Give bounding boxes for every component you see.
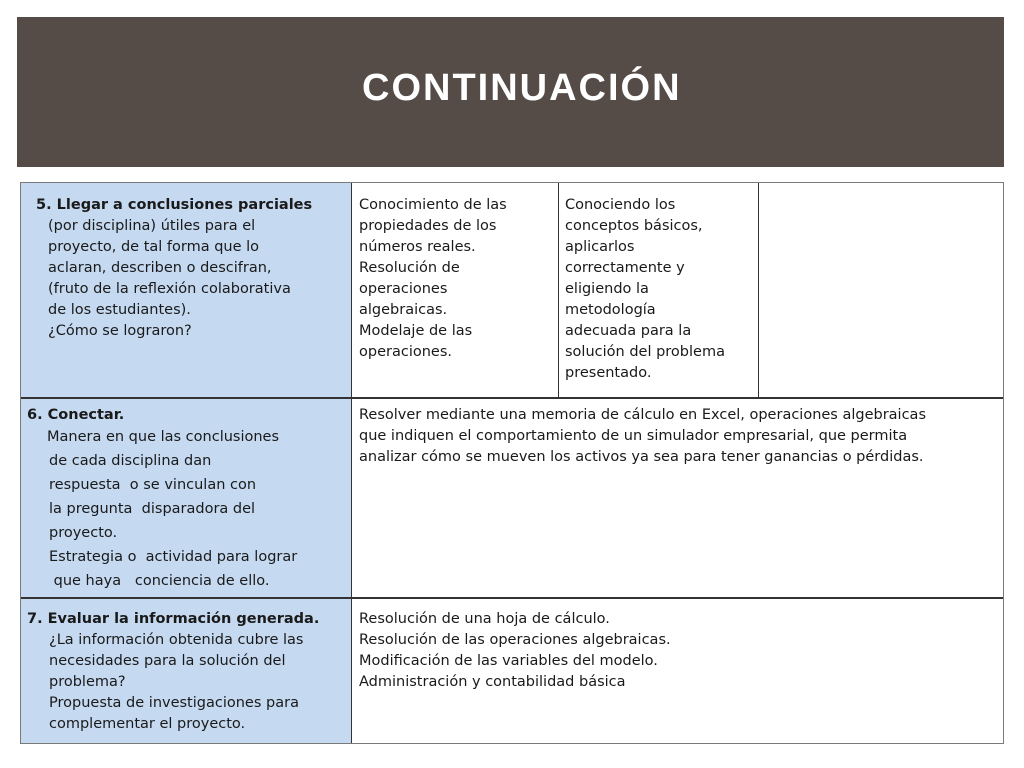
- row5-col3-line: adecuada para la: [565, 323, 692, 339]
- row6-right-cell: [352, 399, 1003, 597]
- row7-line: Propuesta de investigaciones para: [49, 695, 299, 711]
- row5-col3-line: Conociendo los: [565, 197, 676, 213]
- row5-col2-line: Conocimiento de las: [359, 197, 507, 213]
- row5-col2-line: Modelaje de las: [359, 323, 473, 339]
- row6-line: Manera en que las conclusiones: [47, 429, 280, 445]
- row5-line: de los estudiantes).: [48, 302, 191, 318]
- row7-left-cell: [21, 599, 351, 743]
- row7-line: problema?: [49, 674, 126, 690]
- row7-line: complementar el proyecto.: [49, 716, 246, 732]
- row5-col3-line: presentado.: [565, 365, 652, 381]
- row6-line: Estrategia o actividad para lograr: [49, 549, 298, 565]
- slide-title: CONTINUACIÓN: [362, 67, 682, 109]
- row5-col3-line: metodología: [565, 302, 656, 318]
- row7-right-cell: [352, 599, 1003, 743]
- title-banner: [17, 17, 1004, 167]
- row5-col2-cell: [352, 183, 558, 397]
- row6-line: proyecto.: [49, 525, 118, 541]
- row6-right-line: analizar cómo se mueven los activos ya sea para tener ganancias o pérdidas.: [359, 449, 924, 465]
- row5-col3-cell: [559, 183, 758, 397]
- row5-col2-line: operaciones: [359, 281, 448, 297]
- column-divider: [351, 183, 352, 743]
- row5-col3-line: eligiendo la: [565, 281, 649, 297]
- row7-line: necesidades para la solución del: [49, 653, 286, 669]
- column-divider: [758, 183, 759, 397]
- row7-line: ¿La información obtenida cubre las: [49, 632, 304, 648]
- row7-right-line: Administración y contabilidad básica: [359, 674, 626, 690]
- row5-line: proyecto, de tal forma que lo: [48, 239, 260, 255]
- row7-right-line: Resolución de una hoja de cálculo.: [359, 611, 610, 627]
- row5-heading: 5. Llegar a conclusiones parciales: [36, 197, 313, 213]
- row-divider: [21, 597, 1003, 599]
- column-divider: [558, 183, 559, 397]
- row5-col4-cell: [759, 183, 1003, 397]
- row5-col2-line: propiedades de los: [359, 218, 497, 234]
- row7-right-line: Modificación de las variables del modelo.: [359, 653, 658, 669]
- row5-line: ¿Cómo se lograron?: [48, 323, 192, 339]
- row5-col3-line: solución del problema: [565, 344, 725, 360]
- row5-line: (por disciplina) útiles para el: [48, 218, 256, 234]
- row5-col2-line: Resolución de: [359, 260, 460, 276]
- row5-col3-line: aplicarlos: [565, 239, 635, 255]
- row6-line: respuesta o se vinculan con: [49, 477, 257, 493]
- row6-right-line: Resolver mediante una memoria de cálculo en Excel, operaciones algebraicas: [359, 407, 927, 423]
- row6-line: la pregunta disparadora del: [49, 501, 256, 517]
- row5-left-cell: [21, 183, 351, 397]
- row6-line: de cada disciplina dan: [49, 453, 212, 469]
- row5-col2-line: operaciones.: [359, 344, 452, 360]
- row7-right-line: Resolución de las operaciones algebraicas.: [359, 632, 671, 648]
- row5-col2-line: números reales.: [359, 239, 476, 255]
- row-divider: [21, 397, 1003, 399]
- row6-line: que haya conciencia de ello.: [49, 573, 270, 589]
- row5-col3-line: conceptos básicos,: [565, 218, 703, 234]
- row6-right-line: que indiquen el comportamiento de un simulador empresarial, que permita: [359, 428, 908, 444]
- row5-line: aclaran, describen o descifran,: [48, 260, 272, 276]
- row6-heading: 6. Conectar.: [27, 407, 125, 423]
- row6-left-cell: [21, 399, 351, 597]
- row5-col2-line: algebraicas.: [359, 302, 448, 318]
- content-table: [20, 182, 1004, 744]
- row5-col3-line: correctamente y: [565, 260, 685, 276]
- row5-line: (fruto de la reflexión colaborativa: [48, 281, 291, 297]
- row7-heading: 7. Evaluar la información generada.: [27, 611, 320, 627]
